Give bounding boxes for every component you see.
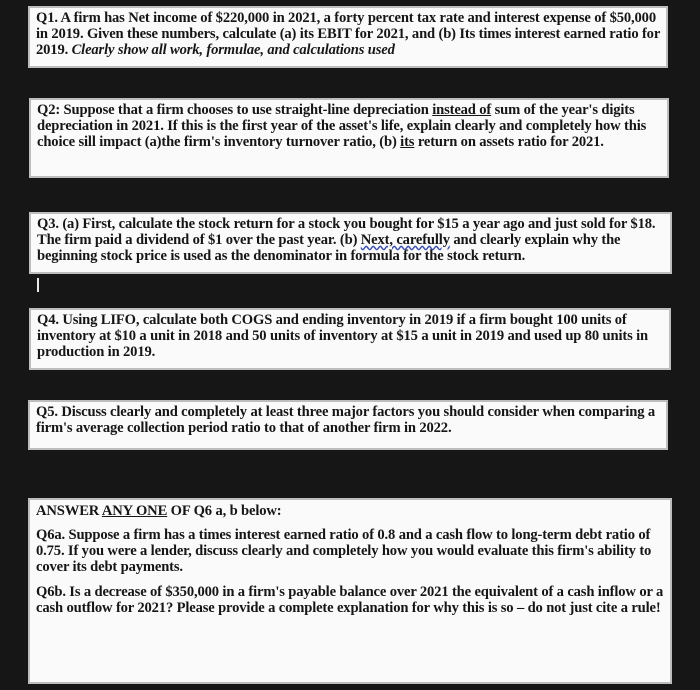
question-1-body: Q1. A firm has Net income of $220,000 in 2021, a forty percent tax rate and interest expense of $50,000 in 2019. Given these numbers, calculate (a) its EBIT for 2021, and (b) Its times interest earned ratio for 2019. bbox=[36, 10, 660, 58]
question-5-text: Q5. Discuss clearly and completely at least three major factors you should consider when comparing a firm's average collection period ratio to that of another firm in 2022. bbox=[36, 404, 655, 436]
question-1-instruction: Clearly show all work, formulae, and calculations used bbox=[71, 42, 395, 58]
question-3-box bbox=[29, 212, 672, 274]
underlined-instead-of: instead of bbox=[432, 102, 492, 118]
underlined-any-one: ANY ONE bbox=[101, 503, 168, 519]
question-2-box bbox=[29, 98, 669, 178]
question-2-text: Q2: Suppose that a firm chooses to use straight-line depreciation instead of sum of the year's digits depreciation in 2021. If this is the first year of the asset's life, explain clearly and completely how this choice sill impact (a)the firm's inventory turnover ratio, (b) its return on assets ratio for 2021. bbox=[37, 102, 647, 150]
question-6-heading: ANSWER ANY ONE OF Q6 a, b below: bbox=[36, 503, 282, 519]
question-1-box bbox=[28, 6, 668, 68]
question-6b-text: Q6b. Is a decrease of $350,000 in a firm's payable balance over 2021 the equivalent of a cash inflow or a cash outflow for 2021? Please provide a complete explanation for why this is so – do not just cite a rule! bbox=[36, 584, 664, 616]
underlined-its: its bbox=[400, 134, 415, 150]
question-1-text bbox=[36, 10, 660, 58]
question-5-box bbox=[28, 400, 668, 450]
question-6-box bbox=[28, 498, 672, 684]
question-3-text: Q3. (a) First, calculate the stock return for a stock you bought for $15 a year ago and just sold for $18. The firm paid a dividend of $1 over the past year. (b) Next, carefully and clearly explain why the beginning stock price is used as the denominator in formula for the stock return. bbox=[37, 216, 656, 264]
spellcheck-next-carefully: Next, carefully bbox=[360, 232, 450, 248]
text-cursor bbox=[37, 278, 39, 292]
question-6a-text: Q6a. Suppose a firm has a times interest earned ratio of 0.8 and a cash flow to long-term debt ratio of 0.75. If you were a lender, discuss clearly and completely how you would evaluate this firm's ability to cover its debt payments. bbox=[36, 527, 652, 575]
question-4-text: Q4. Using LIFO, calculate both COGS and ending inventory in 2019 if a firm bought 100 units of inventory at $10 a unit in 2018 and 50 units of inventory at $15 a unit in 2019 and used up 80 units in production in 2019. bbox=[37, 312, 648, 360]
question-4-box bbox=[29, 308, 671, 370]
